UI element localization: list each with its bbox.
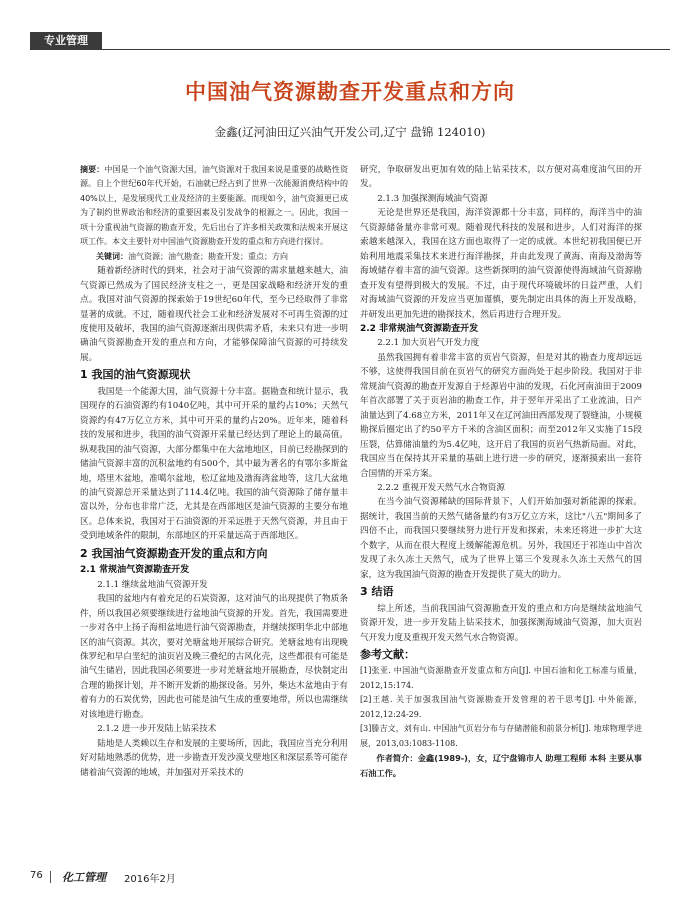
issue-date: 2016年2月 [124, 874, 176, 885]
section-2-2-2-heading: 2.2.2 重视开发天然气水合物资源 [377, 482, 505, 493]
page-footer [30, 870, 670, 886]
page-number: 76 [30, 870, 43, 881]
section-2-1-2-heading: 2.1.2 进一步开发陆上钻采技术 [97, 724, 217, 735]
section-2-1-2-text: 陆地是人类赖以生存和发展的主要场所，因此，我国应当充分利用好对陆地熟悉的优势，进一步勘查开发沙漠戈壁地区和深层系等可能存储着油气资源的地域，并加强对开采技术的 [80, 738, 348, 778]
section-1-heading: 1 我国的油气资源现状 [80, 368, 191, 382]
section-2-1-3-text: 无论是世界还是我国，海洋资源都十分丰富，同样的，海洋当中的油气资源储备量亦非常可观。随着现代科技的发展和进步，人们对海洋的探索越来越深入，我国在这方面也取得了一定的成就。本世纪初我国便已开始利用地震采集技术来进行海洋勘探，并由此发现了黄海、南海及渤海等海域储存着丰富的油气资源。这些新探明的油气资源使得海域油气资源勘查开发有望得到极大的发展。不过，由于现代环境破坏的日益严重，人们对海域油气资源的开发应当更加谨慎，要先制定出具体的海上开发战略，并研发出更加先进的勘探技术，然后再进行合理开发。 [360, 208, 642, 320]
section-2-1-1-text: 我国的盆地内有着充足的石炭资源，这对油气的出现提供了物质条件，所以我国必须要继续进行盆地油气资源的开发。首先，我国需要进一步对各中上扬子海相盆地进行油气资源勘查，并继续探明华北中部地区的油气资源。其次，要对羌塘盆地开展综合研究。羌塘盆地有出现晚侏罗纪和早白垩纪的油页岩及晚三叠纪的古风化壳，这些都很有可能是油气生储岩，因此我国必须要进一步对羌塘盆地开展勘查，尽快制定出合理的勘探计划，并不断开发新的勘探设备。另外，柴达木盆地由于有着有力的石炭优势，因此也可能是油气生成的重要地带，所以也需继续对该地进行勘查。 [80, 594, 348, 720]
continued-paragraph: 研究，争取研发出更加有效的陆上钻采技术，以方便对高难度油气田的开发。 [360, 165, 642, 190]
references-list [360, 664, 642, 751]
section-2-1-heading: 2.1 常规油气资源勘查开发 [80, 565, 190, 576]
keywords: 油气资源；油气勘查；勘查开发；重点；方向 [128, 251, 288, 261]
reference-item: [1]张亚. 中国油气资源勘查开发重点和方向[J]. 中国石油和化工标准与质量，2012,15:174. [360, 666, 642, 690]
header-bar [0, 32, 700, 50]
abstract-text: 中国是一个油气资源大国，油气资源对于我国来说是重要的战略性资源。自上个世纪60年代开始，石油就已经占到了世界一次能源消费结构中的40%以上，是发展现代工业及经济的主要能源。而现如今，油气资源更已成为了制约世界政治和经济的重要因素及引发战争的根源之一。因此，我国一项十分重视油气资源的勘查开发，先后出台了许多相关政策和法规来开展这项工作。本文主要针对中国油气资源勘查开发的重点和方向进行探讨。 [80, 165, 348, 247]
abstract [80, 163, 348, 264]
keywords-label: 关键词： [96, 251, 128, 261]
article-author: 金鑫(辽河油田辽兴油气开发公司,辽宁 盘锦 124010) [214, 125, 486, 139]
abstract-label: 摘要： [80, 165, 105, 174]
intro-paragraph: 随着新经济时代的到来，社会对于油气资源的需求量越来越大，油气资源已然成为了国民经济支柱之一，更是国家战略和经济开发的重点。我国对油气资源的探索始于19世纪60年代，至今已经取得了非常显著的成就。不过，随着现代社会工业和经济发展对不可再生资源的过度使用及破坏，我国的油气资源逐渐出现供需矛盾，未来只有进一步明确油气资源勘查开发的重点和方向，才能够保障油气资源的可持续发展。 [80, 266, 348, 363]
footer-divider [50, 871, 51, 883]
section-2-1-3-heading: 2.1.3 加强探测海域油气资源 [377, 193, 488, 204]
section-2-2-2-text: 在当今油气资源稀缺的国际背景下，人们开始加强对新能源的探索。据统计，我国当前的天然气储备量约有3万亿立方米，这比"八五"期间多了四倍不止，而我国只要继续努力进行开发和探索，未来还将进一步扩大这个数字，从而在很大程度上缓解能源危机。另外，我国还于祁连山中首次发现了永久冻土天然气，成为了世界上第三个发现永久冻土天然气的国家，这为我国油气资源的勘查开发提供了莫大的助力。 [360, 497, 642, 580]
article-title: 中国油气资源勘查开发重点和方向 [185, 80, 515, 104]
section-2-2-1-heading: 2.2.1 加大页岩气开发力度 [377, 338, 480, 349]
section-2-1-1-heading: 2.1.1 继续盆地油气资源开发 [97, 579, 208, 590]
section-3-text: 综上所述，当前我国油气资源勘查开发的重点和方向是继续盆地油气资源开发，进一步开发陆上钻采技术，加强探测海域油气资源，加大页岩气开发力度及重视开发天然气水合物资源。 [360, 603, 642, 643]
section-2-heading: 2 我国油气资源勘查开发的重点和方向 [80, 546, 268, 560]
magazine-name: 化工管理 [62, 871, 106, 884]
header-rule [30, 49, 670, 50]
section-tag: 专业管理 [30, 32, 102, 50]
author-bio: 作者简介：金鑫(1989-)，女，辽宁盘锦市人 助理工程师 本科 主要从事石油工作。 [360, 753, 642, 778]
section-2-2-1-text: 虽然我国拥有着非常丰富的页岩气资源，但是对其的勘查力度却远远不够，这使得我国目前在页岩气的研究方面尚处于起步阶段。我国对于非常规油气资源的勘查开发源自于烃源岩中油的发现，石化河南油田于2009年首次部署了关于页岩油的勘查工作，并于翌年开采出了工业流油，日产油量达到了4.68立方米，2011年又在辽河油田西部发现了裂缝油，小规模勘探后圈定出了约50平方千米的含油区面积；而至2012年又实施了15段压裂，估算储油量约为5.4亿吨，这开启了我国的页岩气热新局面。对此，我国应当在保持其开采量的基础上进行进一步的研究，逐渐摸索出一套符合国情的开采方案。 [360, 352, 642, 479]
left-column [80, 163, 348, 780]
section-1-text: 我国是一个能源大国，油气资源十分丰富。据勘查和统计显示，我国现存的石油资源约有1040亿吨，其中可开采的量约占10%；天然气资源约有47万亿立方米，其中可开采的量约占20%。近年来，随着科技的发展和进步，我国的油气资源开采量已经达到了理论上的最高值。纵观我国的油气资源，大部分都集中在大盆地地区，目前已经勘探到的储油气资源丰富的沉积盆地约有500个，其中最为著名的有鄂尔多斯盆地，塔里木盆地，准噶尔盆地，松辽盆地及渤海湾盆地等，这几大盆地的油气资源总开采量达到了114.4亿吨。我国的油气资源除了储存量丰富以外，分布也非常广泛，尤其是在西部地区是油气资源的主要分布地区。总体来说，我国对于石油资源的开采远胜于天然气资源，并且由于受到地域条件的限制，东部地区的开采量远高于西部地区。 [80, 386, 348, 542]
references-heading: 参考文献： [360, 647, 415, 661]
reference-item: [3]滕吉文，刘有山. 中国油气页岩分布与存储潜能和前景分析[J]. 地球物理学进展，2013,03:1083-1108. [360, 724, 642, 748]
right-column [360, 163, 642, 780]
reference-item: [2]王越. 关于加强我国油气资源勘查开发管理的若干思考[J]. 中外能源，2012,12:24-29. [360, 695, 642, 719]
section-3-heading: 3 结语 [360, 585, 394, 599]
section-2-2-heading: 2.2 非常规油气资源勘查开发 [360, 323, 479, 334]
